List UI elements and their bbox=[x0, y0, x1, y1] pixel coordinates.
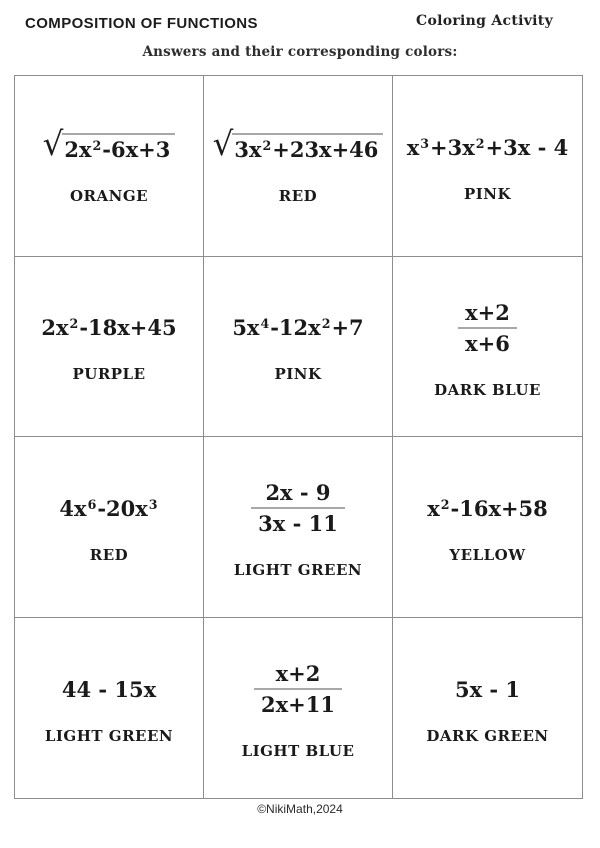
fraction bbox=[251, 480, 345, 536]
superscript: 2 bbox=[262, 137, 272, 153]
math-expression bbox=[251, 480, 345, 536]
superscript: 2 bbox=[69, 316, 79, 332]
math-text: x+6 bbox=[465, 330, 510, 356]
math-text: 5x - 1 bbox=[454, 676, 521, 702]
radical-sign-icon: √ bbox=[42, 125, 64, 164]
color-label: RED bbox=[89, 545, 129, 564]
superscript: 6 bbox=[87, 496, 97, 512]
fraction bbox=[458, 300, 517, 356]
activity-badge: Coloring Activity bbox=[416, 13, 553, 29]
color-label: DARK BLUE bbox=[434, 380, 541, 399]
math-text: x+2 bbox=[465, 299, 510, 325]
answer-cell bbox=[15, 618, 204, 799]
color-label: PURPLE bbox=[72, 365, 146, 384]
math-expression bbox=[232, 315, 363, 340]
answers-grid bbox=[14, 75, 583, 799]
color-label: ORANGE bbox=[69, 186, 149, 205]
radicand bbox=[62, 133, 175, 162]
math-text: -16x+58 bbox=[450, 495, 548, 521]
math-expression bbox=[59, 496, 158, 521]
superscript: 2 bbox=[475, 135, 485, 151]
superscript: 4 bbox=[260, 316, 270, 332]
answer-cell bbox=[393, 437, 582, 618]
color-label: LIGHT GREEN bbox=[44, 726, 174, 745]
color-label: RED bbox=[278, 186, 318, 205]
math-expression bbox=[407, 135, 568, 160]
math-text: +3x - 4 bbox=[485, 134, 569, 160]
math-text: x bbox=[406, 134, 420, 160]
math-text: -18x+45 bbox=[79, 315, 177, 341]
color-label: LIGHT GREEN bbox=[233, 561, 363, 580]
color-label: PINK bbox=[463, 184, 512, 203]
superscript: 2 bbox=[321, 316, 331, 332]
math-expression bbox=[254, 661, 342, 717]
math-text: +3x bbox=[430, 134, 475, 160]
fraction-denominator bbox=[254, 688, 342, 717]
answer-cell bbox=[204, 437, 393, 618]
superscript: 2 bbox=[440, 496, 450, 512]
superscript: 2 bbox=[92, 137, 102, 153]
page-title: COMPOSITION OF FUNCTIONS bbox=[25, 15, 258, 32]
fraction-numerator bbox=[251, 480, 345, 507]
math-expression bbox=[212, 125, 384, 164]
fraction-denominator bbox=[458, 327, 517, 356]
color-label: PINK bbox=[274, 365, 322, 384]
math-expression bbox=[42, 125, 176, 164]
answer-cell bbox=[393, 76, 582, 257]
answer-cell bbox=[204, 257, 393, 438]
math-expression bbox=[62, 677, 156, 702]
math-text: -12x bbox=[270, 315, 321, 341]
answer-cell bbox=[204, 76, 393, 257]
subtitle: Answers and their corresponding colors: bbox=[142, 44, 458, 60]
math-text: 44 - 15x bbox=[61, 676, 157, 702]
answer-cell bbox=[393, 257, 582, 438]
math-text: 4x bbox=[59, 495, 87, 521]
math-text: x bbox=[427, 495, 440, 521]
math-text: 2x+11 bbox=[261, 692, 335, 718]
superscript: 3 bbox=[148, 496, 158, 512]
radical-sign-icon: √ bbox=[212, 125, 234, 164]
math-text: 3x - 11 bbox=[258, 511, 338, 537]
answer-cell bbox=[15, 257, 204, 438]
math-text: 2x bbox=[64, 136, 92, 162]
math-expression bbox=[41, 315, 176, 340]
math-expression bbox=[427, 496, 548, 521]
math-text: x+2 bbox=[275, 661, 321, 687]
math-text: -20x bbox=[97, 495, 148, 521]
math-text: +23x+46 bbox=[272, 136, 379, 162]
color-label: LIGHT BLUE bbox=[241, 742, 355, 761]
answer-cell bbox=[393, 618, 582, 799]
radicand bbox=[232, 133, 383, 162]
color-label: DARK GREEN bbox=[426, 726, 549, 745]
fraction-numerator bbox=[458, 300, 517, 327]
math-text: 2x bbox=[41, 315, 69, 341]
math-expression bbox=[455, 677, 520, 702]
math-text: -6x+3 bbox=[102, 136, 171, 162]
sqrt-expression bbox=[42, 125, 176, 164]
fraction bbox=[254, 661, 342, 717]
color-label: YELLOW bbox=[449, 545, 526, 564]
sqrt-expression bbox=[212, 125, 384, 164]
copyright-footer: ©NikiMath,2024 bbox=[257, 802, 343, 816]
math-text: +7 bbox=[331, 315, 364, 341]
math-text: 5x bbox=[232, 315, 260, 341]
fraction-denominator bbox=[251, 507, 345, 536]
math-expression bbox=[458, 300, 517, 356]
math-text: 3x bbox=[234, 136, 262, 162]
superscript: 3 bbox=[420, 135, 430, 151]
answer-cell bbox=[204, 618, 393, 799]
fraction-numerator bbox=[254, 661, 342, 688]
answer-cell bbox=[15, 76, 204, 257]
answer-cell bbox=[15, 437, 204, 618]
math-text: 2x - 9 bbox=[265, 480, 331, 506]
